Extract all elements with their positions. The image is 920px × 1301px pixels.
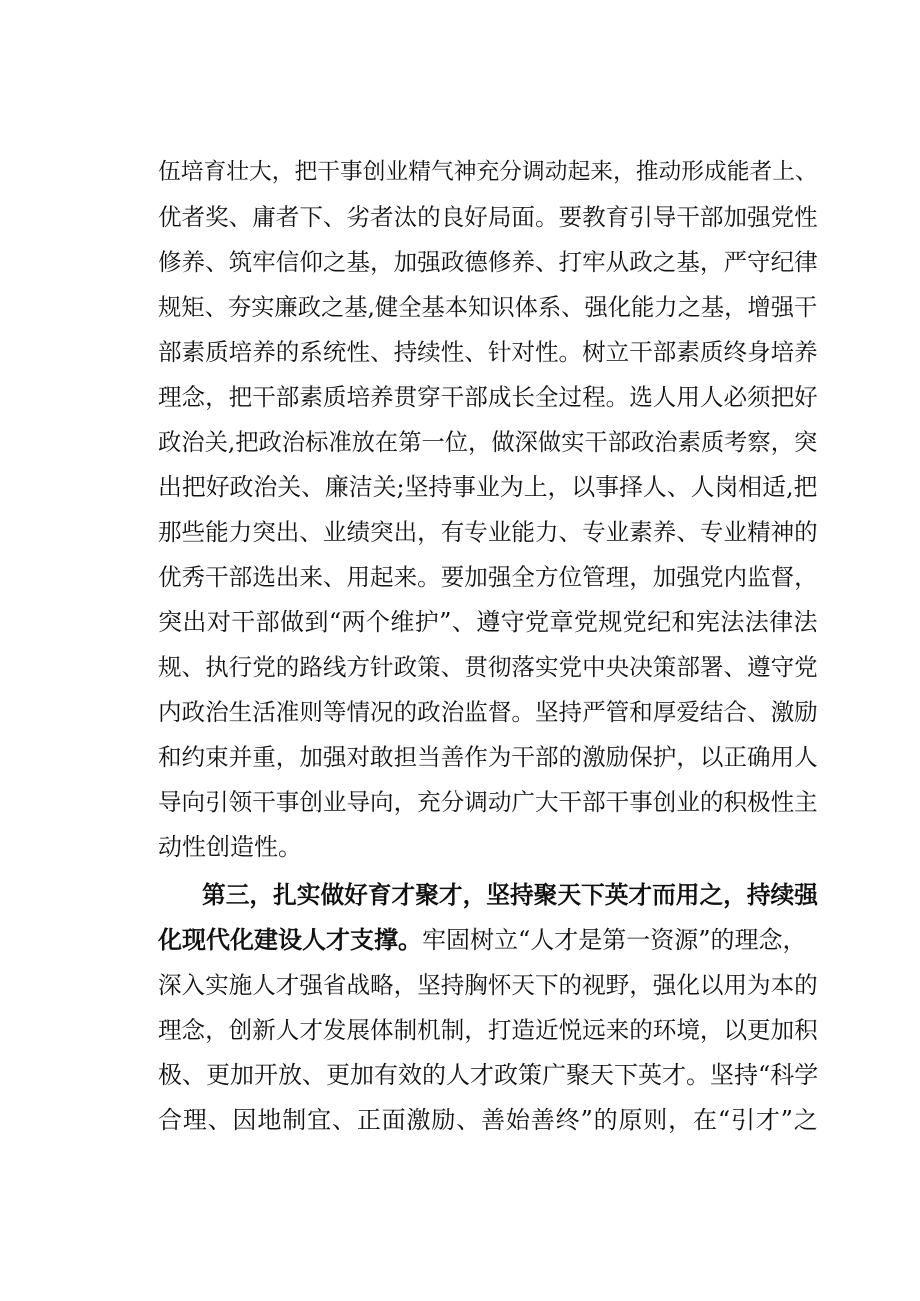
text-line [158,465,818,510]
line-text: 那些能力突出、业绩突出，有专业能力、专业素养、专业精神的 [158,518,818,546]
text-line [158,555,818,600]
line-text: 优者奖、庸者下、劣者汰的良好局面。要教育引导干部加强党性 [158,203,818,231]
text-line [158,150,818,195]
text-line [158,735,818,780]
text-line [158,330,818,375]
line-text: 深入实施人才强省战略，坚持胸怀天下的视野，强化以用为本的 [158,971,818,999]
line-text: 极、更加开放、更加有效的人才政策广聚天下英才。坚持“科学 [158,1061,819,1089]
text-line [158,600,818,645]
line-text: 政治关,把政治标准放在第一位，做深做实干部政治素质考察，突 [158,429,818,456]
line-text: 动性创造性。 [158,833,302,861]
text-line [158,1008,818,1053]
line-text: 牢固树立“人才是第一资源”的理念， [422,926,807,954]
text-line [158,780,818,825]
line-text: 理念，创新人才发展体制机制，打造近悦远来的环境，以更加积 [158,1016,818,1044]
line-text: 部素质培养的系统性、持续性、针对性。树立干部素质终身培养 [158,338,818,366]
text-line [158,1098,818,1143]
line-text: 伍培育壮大，把干事创业精气神充分调动起来，推动形成能者上、 [158,159,818,185]
line-text: 规、执行党的路线方针政策、贯彻落实党中央决策部署、遵守党 [158,653,818,681]
text-line [158,375,818,420]
line-text: 出把好政治关、廉洁关;坚持事业为上，以事择人、人岗相适,把 [158,473,818,501]
line-text: 内政治生活准则等情况的政治监督。坚持严管和厚爱结合、激励 [158,698,818,726]
text-line [158,873,818,918]
line-text: 修养、筑牢信仰之基，加强政德修养、打牢从政之基，严守纪律 [158,248,818,276]
text-line [158,918,818,963]
text-line [158,645,818,690]
text-line [158,1053,818,1098]
heading-text: 化现代化建设人才支撑。 [158,926,422,954]
line-text: 理念，把干部素质培养贯穿干部成长全过程。选人用人必须把好 [158,383,818,411]
line-text: 合理、因地制宜、正面激励、善始善终”的原则，在“引才”之 [158,1106,819,1134]
line-text: 突出对干部做到“两个维护”、遵守党章党规党纪和宪法法律法 [158,608,818,636]
heading-text: 第三，扎实做好育才聚才，坚持聚天下英才而用之，持续强 [202,881,818,909]
line-text: 优秀干部选出来、用起来。要加强全方位管理，加强党内监督， [158,563,818,591]
text-line [158,420,818,465]
body-text [158,150,818,1143]
text-line [158,963,818,1008]
text-line [158,240,818,285]
line-text: 规矩、夯实廉政之基,健全基本知识体系、强化能力之基，增强干 [158,294,818,321]
text-line [158,510,818,555]
text-line [158,690,818,735]
line-text: 和约束并重，加强对敢担当善作为干部的激励保护，以正确用人 [158,743,818,771]
text-line [158,825,818,870]
text-line [158,285,818,330]
text-line [158,195,818,240]
line-text: 导向引领干事创业导向，充分调动广大干部干事创业的积极性主 [158,788,818,816]
